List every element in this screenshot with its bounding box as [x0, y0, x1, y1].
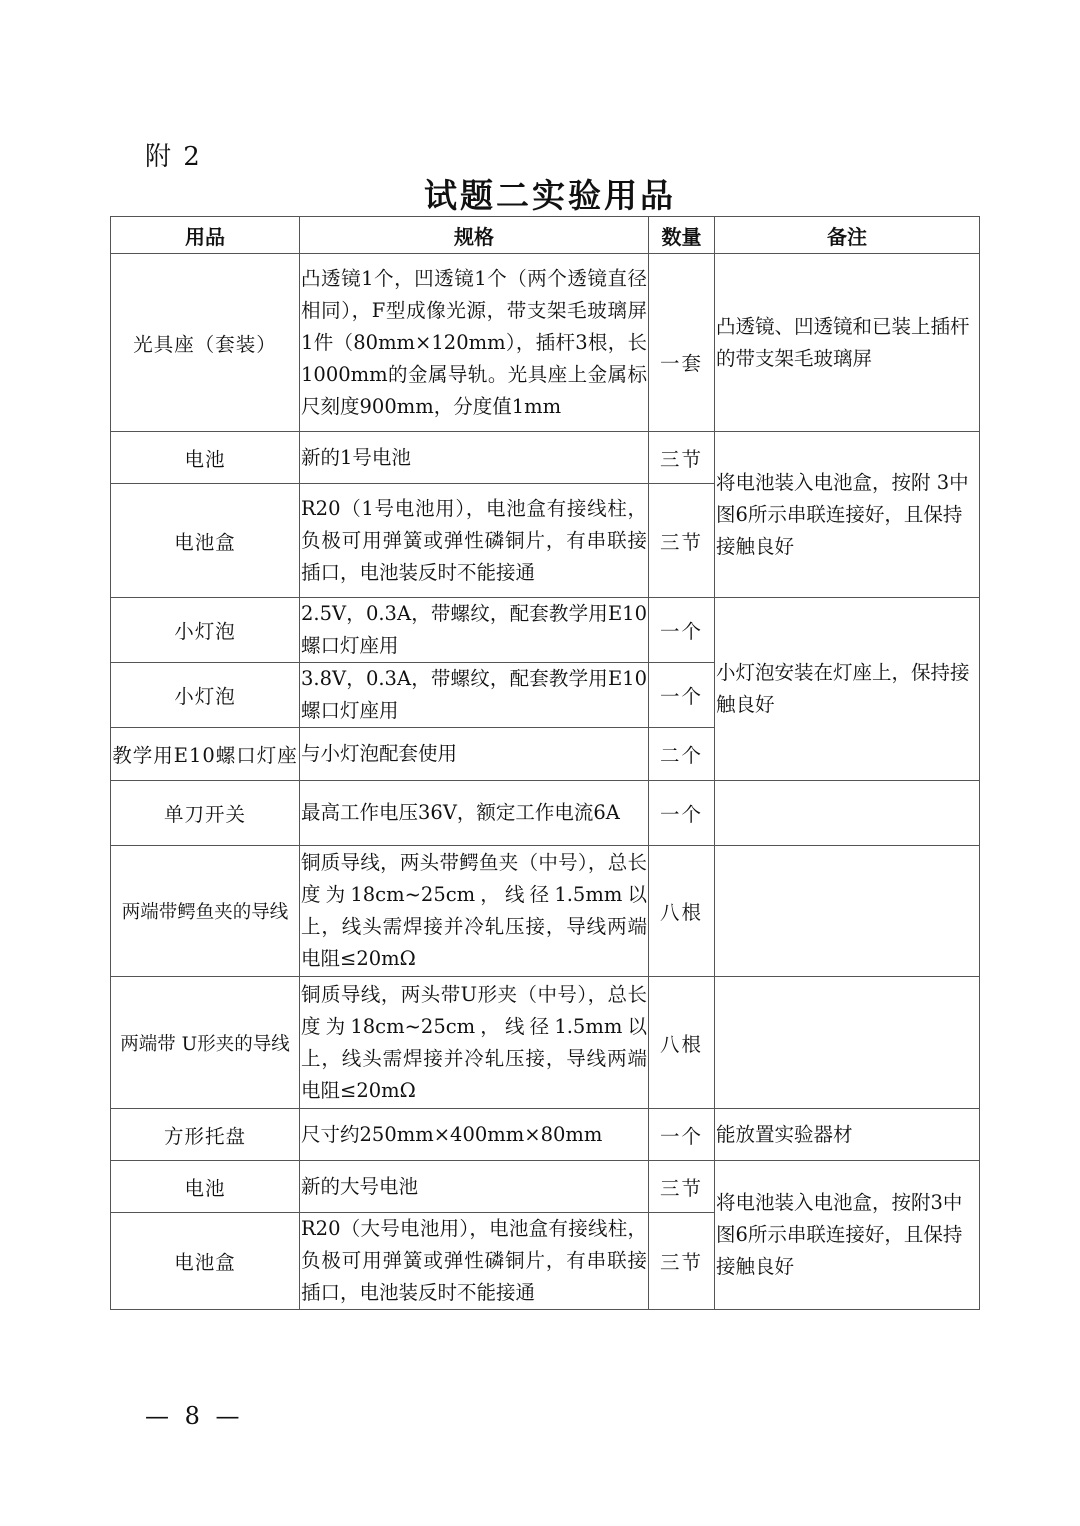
spec-cell: 3.8V，0.3A，带螺纹，配套教学用E10螺口灯座用	[300, 663, 649, 728]
qty-cell: 二个	[649, 728, 715, 781]
item-cell: 电池盒	[111, 1213, 300, 1310]
header-note: 备注	[715, 217, 980, 254]
note-cell	[715, 977, 980, 1109]
item-cell: 教学用E10螺口灯座	[111, 728, 300, 781]
item-cell: 小灯泡	[111, 598, 300, 663]
note-cell: 将电池装入电池盒，按附3中图6所示串联连接好，且保持接触良好	[715, 1161, 980, 1310]
page-number: — 8 —	[145, 1402, 244, 1430]
qty-cell: 八根	[649, 846, 715, 977]
spec-cell: R20（1号电池用），电池盒有接线柱，负极可用弹簧或弹性磷铜片，有串联接插口，电池装反时不能接通	[300, 484, 649, 598]
note-cell	[715, 846, 980, 977]
item-cell: 两端带鳄鱼夹的导线	[111, 846, 300, 977]
item-cell: 小灯泡	[111, 663, 300, 728]
table-row	[111, 977, 980, 1109]
spec-cell: 铜质导线，两头带U形夹（中号），总长度为18cm~25cm，线径1.5mm以上，线头需焊接并冷轧压接，导线两端电阻≤20mΩ	[300, 977, 649, 1109]
item-cell: 两端带 U形夹的导线	[111, 977, 300, 1109]
spec-cell: 尺寸约250mm×400mm×80mm	[300, 1109, 649, 1161]
qty-cell: 三节	[649, 484, 715, 598]
qty-cell	[649, 254, 715, 432]
spec-cell: 新的大号电池	[300, 1161, 649, 1213]
equipment-table	[110, 216, 980, 1310]
table-row	[111, 846, 980, 977]
spec-cell: 与小灯泡配套使用	[300, 728, 649, 781]
table-row	[111, 781, 980, 846]
table-row	[111, 432, 980, 484]
note-cell: 凸透镜、凹透镜和已装上插杆的带支架毛玻璃屏	[715, 254, 980, 432]
page-title: 试题二实验用品	[424, 176, 676, 215]
table-row	[111, 254, 980, 432]
spec-cell: 凸透镜1个，凹透镜1个（两个透镜直径相同），F型成像光源，带支架毛玻璃屏1件（80mm×120mm），插杆3根，长1000mm的金属导轨。光具座上金属标尺刻度900mm，分度值1mm	[300, 254, 649, 432]
spec-cell: 2.5V，0.3A，带螺纹，配套教学用E10螺口灯座用	[300, 598, 649, 663]
spec-cell: 新的1号电池	[300, 432, 649, 484]
qty-cell: 三节	[649, 1161, 715, 1213]
spec-cell: R20（大号电池用），电池盒有接线柱，负极可用弹簧或弹性磷铜片，有串联接插口，电池装反时不能接通	[300, 1213, 649, 1310]
qty-cell: 三节	[649, 1213, 715, 1310]
item-cell: 电池	[111, 432, 300, 484]
spec-cell: 铜质导线，两头带鳄鱼夹（中号），总长度为18cm~25cm，线径1.5mm以上，线头需焊接并冷轧压接，导线两端电阻≤20mΩ	[300, 846, 649, 977]
header-item: 用品	[111, 217, 300, 254]
qty-cell: 一个	[649, 663, 715, 728]
qty-cell: 一个	[649, 598, 715, 663]
annex-label: 附 2	[145, 142, 202, 172]
spec-cell: 最高工作电压36V，额定工作电流6A	[300, 781, 649, 846]
item-cell: 单刀开关	[111, 781, 300, 846]
table-row	[111, 598, 980, 663]
table-row	[111, 1109, 980, 1161]
item-cell: 电池	[111, 1161, 300, 1213]
table-header-row	[111, 217, 980, 254]
item-cell: 光具座（套装）	[111, 254, 300, 432]
qty-cell: 一个	[649, 781, 715, 846]
note-cell: 将电池装入电池盒，按附 3中图6所示串联连接好，且保持接触良好	[715, 432, 980, 598]
qty-text: 一套	[659, 351, 703, 375]
header-qty: 数量	[649, 217, 715, 254]
note-cell: 小灯泡安装在灯座上，保持接触良好	[715, 598, 980, 781]
qty-cell: 一个	[649, 1109, 715, 1161]
note-cell: 能放置实验器材	[715, 1109, 980, 1161]
item-cell: 方形托盘	[111, 1109, 300, 1161]
table-row	[111, 1161, 980, 1213]
qty-cell: 三节	[649, 432, 715, 484]
item-cell: 电池盒	[111, 484, 300, 598]
qty-cell: 八根	[649, 977, 715, 1109]
note-cell	[715, 781, 980, 846]
header-spec: 规格	[300, 217, 649, 254]
